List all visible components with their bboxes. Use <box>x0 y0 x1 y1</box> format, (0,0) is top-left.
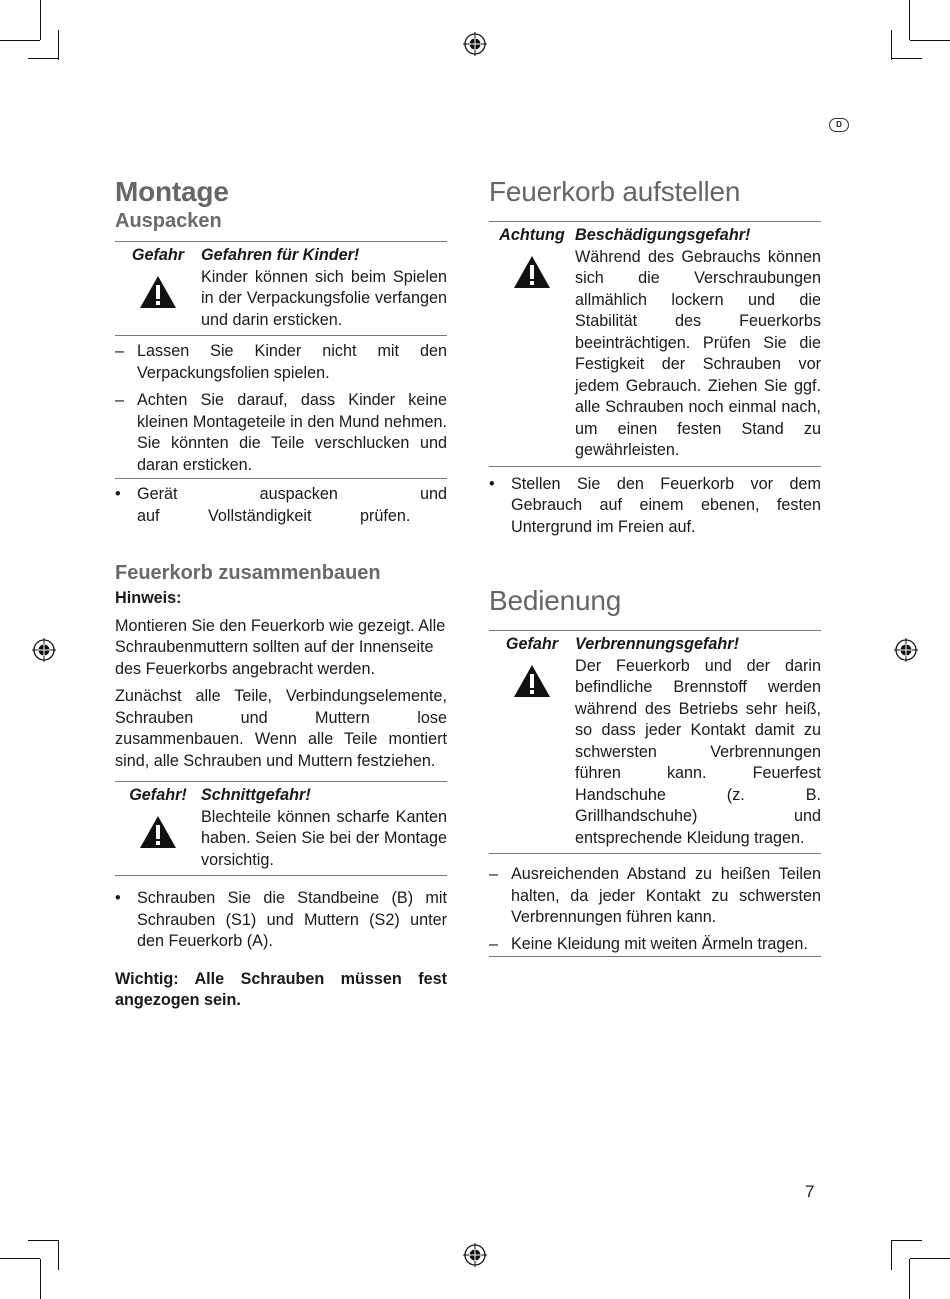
subsection-title-zusammenbauen: Feuerkorb zusammenbauen <box>115 562 381 584</box>
list-item <box>115 888 447 953</box>
warning-title: Gefahren für Kinder! <box>201 246 360 264</box>
bullet-marker: • <box>115 485 121 503</box>
crop-mark <box>58 30 59 60</box>
registration-mark-icon <box>463 32 487 56</box>
warning-box-burn <box>489 630 821 854</box>
section-title-montage: Montage <box>115 176 229 207</box>
section-title-aufstellen: Feuerkorb aufstellen <box>489 176 741 207</box>
warning-body <box>575 225 821 462</box>
warning-box-cut <box>115 781 447 876</box>
hinweis-label: Hinweis: <box>115 589 182 607</box>
dash-marker: – <box>489 934 499 953</box>
list-item-text: Ausreichenden Abstand zu heißen Teilen halten, da jeder Kontakt zu schwersten Verbrennungen führen kann. <box>511 865 821 926</box>
warning-triangle-icon <box>139 815 177 849</box>
warning-label-text: Gefahr! <box>129 786 187 804</box>
section-title-bedienung: Bedienung <box>489 585 622 616</box>
list-item-text: Stellen Sie den Feuerkorb vor dem Gebrauch auf einem ebenen, festen Untergrund im Freien auf. <box>511 474 821 536</box>
dash-marker: – <box>115 342 125 360</box>
warning-title: Verbrennungsgefahr! <box>575 635 739 653</box>
warning-text: Während des Gebrauchs können sich die Verschraubungen allmählich lockern und die Stabilität des Feuerkorbs beeinträchtigen. Prüfen Sie die Festigkeit der Schrauben vor jedem Gebrauch. Ziehen Sie ggf. alle Schrauben noch einmal nach, um einen festen Stand zu gewährleisten. <box>575 247 821 459</box>
warning-triangle-icon <box>513 255 551 289</box>
left-column <box>115 175 447 1012</box>
divider <box>115 478 447 479</box>
crop-mark <box>40 0 41 40</box>
bullet-marker: • <box>489 474 495 493</box>
dash-marker: – <box>115 391 125 409</box>
list-item <box>489 474 821 539</box>
crop-mark <box>891 30 892 60</box>
list-item <box>115 484 447 527</box>
crop-mark <box>892 1240 922 1241</box>
crop-mark <box>909 1259 910 1299</box>
list-item-text: Gerät auspacken und auf Vollständigkeit prüfen. <box>137 485 447 525</box>
list-item <box>115 341 447 384</box>
warning-label-text: Achtung <box>499 226 565 244</box>
list-item <box>489 864 821 929</box>
crop-mark <box>909 0 910 40</box>
list-item-text: Schrauben Sie die Standbeine (B) mit Schrauben (S1) und Muttern (S2) unter den Feuerkorb (A). <box>137 889 447 950</box>
list-item <box>115 390 447 476</box>
list-item <box>489 934 821 956</box>
language-badge: D <box>829 118 849 132</box>
crop-mark <box>910 40 950 41</box>
warning-body <box>201 785 447 871</box>
warning-triangle-icon <box>139 275 177 309</box>
crop-mark <box>28 1240 58 1241</box>
crop-mark <box>0 1258 40 1259</box>
warning-triangle-icon <box>513 664 551 698</box>
warning-label <box>489 225 575 462</box>
list-item-text: Lassen Sie Kinder nicht mit den Verpackungsfolien spielen. <box>137 342 447 382</box>
important-note: Wichtig: Alle Schrauben müssen fest angezogen sein. <box>115 969 447 1009</box>
crop-mark <box>0 40 40 41</box>
registration-mark-icon <box>894 638 918 662</box>
right-column <box>489 175 821 957</box>
registration-mark-icon <box>32 638 56 662</box>
warning-text: Blechteile können scharfe Kanten haben. Seien Sie bei der Montage vorsichtig. <box>201 807 447 869</box>
warning-box-damage <box>489 221 821 467</box>
warning-label <box>115 785 201 871</box>
warning-label-text: Gefahr <box>505 635 559 653</box>
list-item-text: Achten Sie darauf, dass Kinder keine kleinen Montageteile in den Mund nehmen. Sie könnten die Teile verschlucken und daran ersticken. <box>137 391 447 474</box>
warning-label <box>489 634 575 849</box>
warning-title: Schnittgefahr! <box>201 786 311 804</box>
warning-body <box>201 245 447 331</box>
warning-title: Beschädigungsgefahr! <box>575 226 751 244</box>
crop-mark <box>28 58 58 59</box>
paragraph: Montieren Sie den Feuerkorb wie gezeigt. Alle Schraubenmuttern sollten auf der Innenseite des Feuerkorbs angebracht werden. <box>115 616 446 678</box>
warning-box-children <box>115 241 447 336</box>
warning-text: Kinder können sich beim Spielen in der Verpackungsfolie verfangen und darin ersticken. <box>201 267 447 329</box>
bullet-marker: • <box>115 889 121 907</box>
registration-mark-icon <box>463 1243 487 1267</box>
warning-text: Der Feuerkorb und der darin befindliche Brennstoff werden während des Betriebs sehr heiß, so dass jeder Kontakt damit zu schwersten Verbrennungen führen kann. Feuerfest Handschuhe (z. B. Grillhandschuhe) und entsprechende Kleidung tragen. <box>575 656 821 847</box>
warning-label <box>115 245 201 331</box>
crop-mark <box>892 58 922 59</box>
paragraph: Zunächst alle Teile, Verbindungselemente, Schrauben und Muttern lose zusammenbauen. Wenn alle Teile montiert sind, alle Schrauben und Muttern festziehen. <box>115 687 447 770</box>
warning-label-text: Gefahr <box>131 246 185 264</box>
list-item-text: Keine Kleidung mit weiten Ärmeln tragen. <box>511 934 808 953</box>
warning-body <box>575 634 821 849</box>
subsection-title-auspacken: Auspacken <box>115 210 222 232</box>
page-number: 7 <box>805 1182 815 1201</box>
divider <box>489 956 821 957</box>
dash-marker: – <box>489 865 499 883</box>
crop-mark <box>40 1259 41 1299</box>
crop-mark <box>910 1258 950 1259</box>
crop-mark <box>891 1240 892 1270</box>
crop-mark <box>58 1240 59 1270</box>
